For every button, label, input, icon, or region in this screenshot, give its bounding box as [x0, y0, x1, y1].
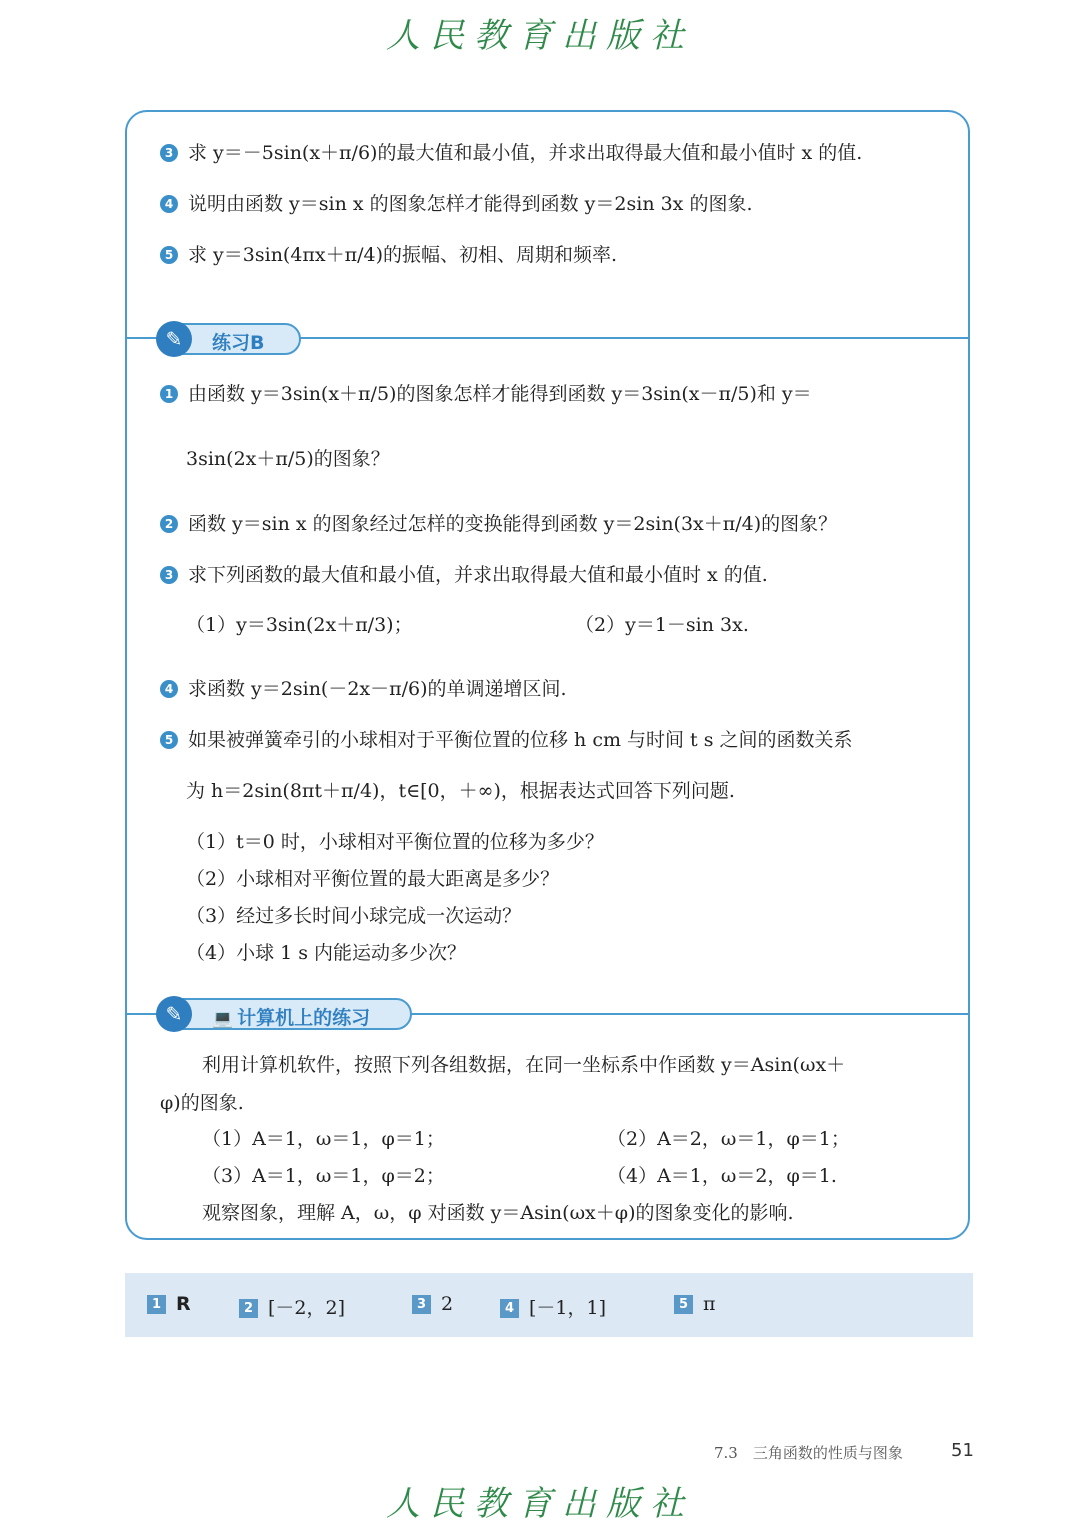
- exercise-text: 求 y＝－5sin(x＋π/6)的最大值和最小值，并求出取得最大值和最小值时 x 的值.: [188, 142, 863, 164]
- number-badge: 3: [160, 144, 178, 162]
- sub-question: （1）t＝0 时，小球相对平衡位置的位移为多少？: [186, 831, 604, 853]
- answer-number: 3: [412, 1295, 431, 1314]
- pencil-check-icon: ✎: [156, 321, 192, 357]
- answer-number: 4: [500, 1299, 519, 1318]
- data-set-1: （1）A＝1，ω＝1，φ＝1；: [202, 1128, 445, 1150]
- answer-bar: [125, 1273, 973, 1337]
- computer-intro: 利用计算机软件，按照下列各组数据，在同一坐标系中作函数 y＝Asin(ωx＋: [202, 1054, 846, 1076]
- exercise-b-item-3: [160, 560, 768, 587]
- sub-question: （4）小球 1 s 内能运动多少次？: [186, 942, 467, 964]
- data-set-3: （3）A＝1，ω＝1，φ＝2；: [202, 1165, 445, 1187]
- answer-4: [500, 1293, 606, 1320]
- answer-value: [－1，1]: [529, 1297, 607, 1319]
- computer-outro: 观察图象，理解 A，ω，φ 对函数 y＝Asin(ωx＋φ)的图象变化的影响.: [202, 1202, 794, 1224]
- answer-number: 2: [239, 1299, 258, 1318]
- exercise-a-item-5: [160, 240, 617, 267]
- number-badge: 5: [160, 246, 178, 264]
- exercise-text: 求 y＝3sin(4πx＋π/4)的振幅、初相、周期和频率.: [188, 244, 618, 266]
- section-header-exercise-b: [158, 323, 301, 355]
- exercise-a-item-3: [160, 138, 862, 165]
- exercise-text: 由函数 y＝3sin(x＋π/5)的图象怎样才能得到函数 y＝3sin(x－π/5)和 y＝: [188, 383, 812, 405]
- exercise-b-item-1: [160, 379, 812, 406]
- answer-number: 5: [674, 1295, 693, 1314]
- sub-question: （2）y＝1－sin 3x.: [575, 614, 749, 636]
- answer-5: [674, 1293, 716, 1315]
- exercise-text: 如果被弹簧牵引的小球相对于平衡位置的位移 h cm 与时间 t s 之间的函数关系: [188, 729, 853, 751]
- exercise-text: 求下列函数的最大值和最小值，并求出取得最大值和最小值时 x 的值.: [188, 564, 768, 586]
- section-title-text: 计算机上的练习: [237, 1007, 371, 1029]
- exercise-b-item-5: [160, 725, 853, 752]
- section-header-computer: [158, 998, 412, 1030]
- sub-question: （1）y＝3sin(2x＋π/3)；: [186, 614, 413, 636]
- answer-3: [412, 1293, 453, 1315]
- exercise-text-continued: 3sin(2x＋π/5)的图象？: [186, 448, 390, 470]
- publisher-logo-bottom: 人民教育出版社: [386, 1484, 694, 1524]
- answer-2: [239, 1293, 345, 1320]
- answer-value: 2: [441, 1293, 454, 1315]
- exercise-text: 函数 y＝sin x 的图象经过怎样的变换能得到函数 y＝2sin(3x＋π/4)的图象？: [188, 513, 838, 535]
- exercise-b-item-2: [160, 509, 837, 536]
- exercise-text-continued: 为 h＝2sin(8πt＋π/4)，t∈[0，＋∞)，根据表达式回答下列问题.: [186, 780, 735, 802]
- exercise-b-item-4: [160, 674, 567, 701]
- sub-question: （2）小球相对平衡位置的最大距离是多少？: [186, 868, 560, 890]
- exercise-a-item-4: [160, 189, 752, 216]
- data-set-4: （4）A＝1，ω＝2，φ＝1.: [607, 1165, 837, 1187]
- computer-intro-continued: φ)的图象.: [160, 1092, 244, 1114]
- section-title: 练习B: [212, 332, 265, 354]
- number-badge: 2: [160, 515, 178, 533]
- exercise-text: 求函数 y＝2sin(－2x－π/6)的单调递增区间.: [188, 678, 567, 700]
- number-badge: 4: [160, 680, 178, 698]
- answer-number: 1: [147, 1295, 166, 1314]
- sub-question: （3）经过多长时间小球完成一次运动？: [186, 905, 522, 927]
- page-number: 51: [951, 1440, 974, 1461]
- pencil-check-icon: ✎: [156, 996, 192, 1032]
- answer-value: π: [703, 1293, 716, 1315]
- answer-value: R: [176, 1293, 191, 1315]
- laptop-icon: 💻: [212, 1009, 234, 1029]
- number-badge: 4: [160, 195, 178, 213]
- number-badge: 5: [160, 731, 178, 749]
- answer-1: [147, 1293, 191, 1315]
- publisher-logo-top: 人民教育出版社: [386, 16, 694, 56]
- exercise-text: 说明由函数 y＝sin x 的图象怎样才能得到函数 y＝2sin 3x 的图象.: [188, 193, 753, 215]
- section-title: [212, 1003, 370, 1030]
- number-badge: 3: [160, 566, 178, 584]
- footer-section-title: 7.3 三角函数的性质与图象: [714, 1444, 903, 1462]
- answer-value: [－2，2]: [268, 1297, 346, 1319]
- number-badge: 1: [160, 385, 178, 403]
- data-set-2: （2）A＝2，ω＝1，φ＝1；: [607, 1128, 850, 1150]
